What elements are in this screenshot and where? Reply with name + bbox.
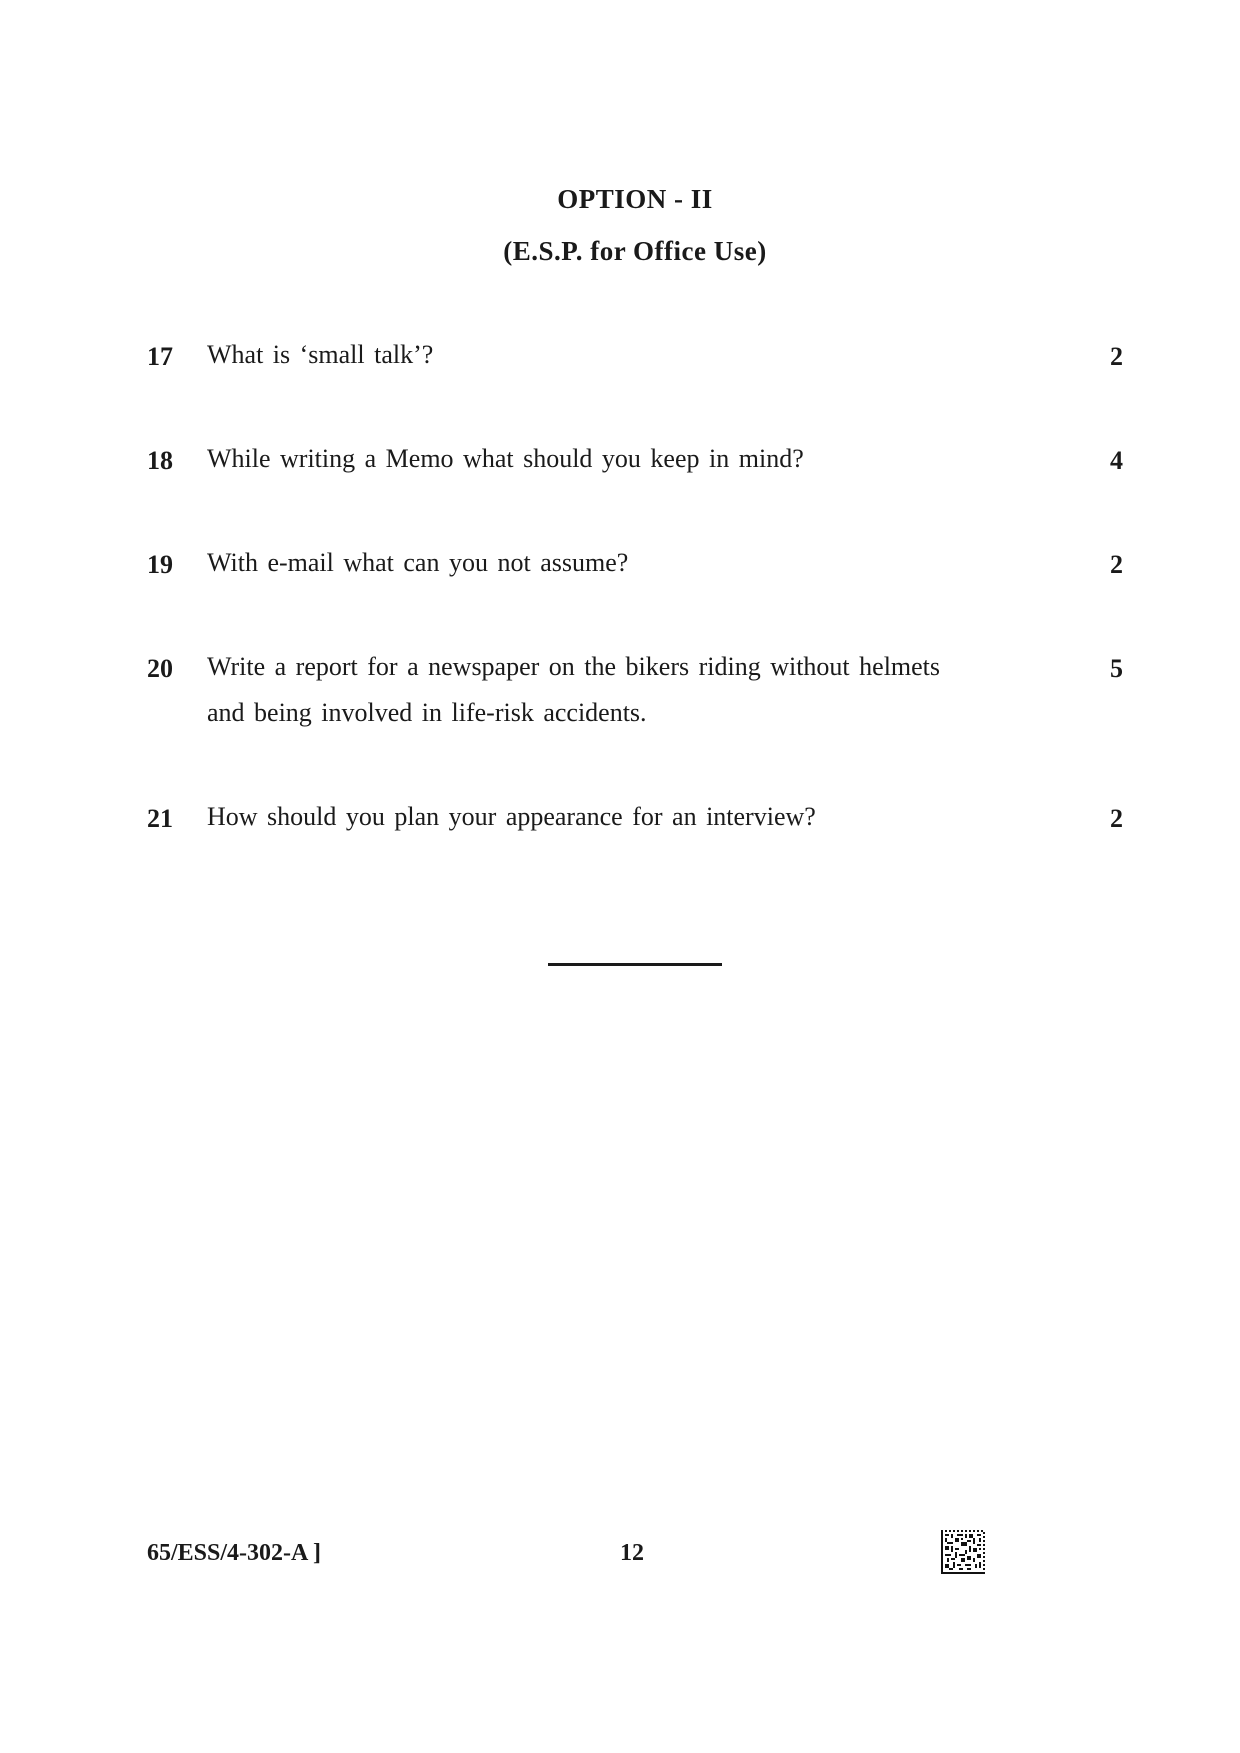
- qr-code-icon: [941, 1530, 985, 1574]
- question-marks: 2: [1110, 804, 1123, 833]
- paper-code: 65/ESS/4-302-A ]: [147, 1540, 322, 1566]
- question-number: 17: [147, 342, 173, 371]
- question-text: While writing a Memo what should you keep in mind?: [207, 444, 804, 473]
- question-marks: 2: [1110, 342, 1123, 371]
- section-title: OPTION - II: [557, 184, 713, 214]
- question-marks: 2: [1110, 550, 1123, 579]
- question-text: How should you plan your appearance for an interview?: [207, 802, 816, 831]
- question-17: [0, 342, 1240, 402]
- page-number: 12: [620, 1540, 644, 1566]
- question-marks: 4: [1110, 446, 1123, 475]
- end-of-section-rule: [548, 963, 722, 966]
- question-21: [0, 804, 1240, 864]
- question-number: 21: [147, 804, 173, 833]
- question-text: What is ‘small talk’?: [207, 340, 434, 369]
- question-text: With e-mail what can you not assume?: [207, 548, 629, 577]
- question-text: Write a report for a newspaper on the bikers riding without helmets and being involved in life-risk accidents.: [207, 652, 941, 727]
- question-number: 19: [147, 550, 173, 579]
- section-subtitle: (E.S.P. for Office Use): [503, 236, 767, 266]
- question-20: [0, 654, 1240, 754]
- question-18: [0, 446, 1240, 506]
- question-marks: 5: [1110, 654, 1123, 683]
- question-number: 20: [147, 654, 173, 683]
- question-number: 18: [147, 446, 173, 475]
- question-19: [0, 550, 1240, 610]
